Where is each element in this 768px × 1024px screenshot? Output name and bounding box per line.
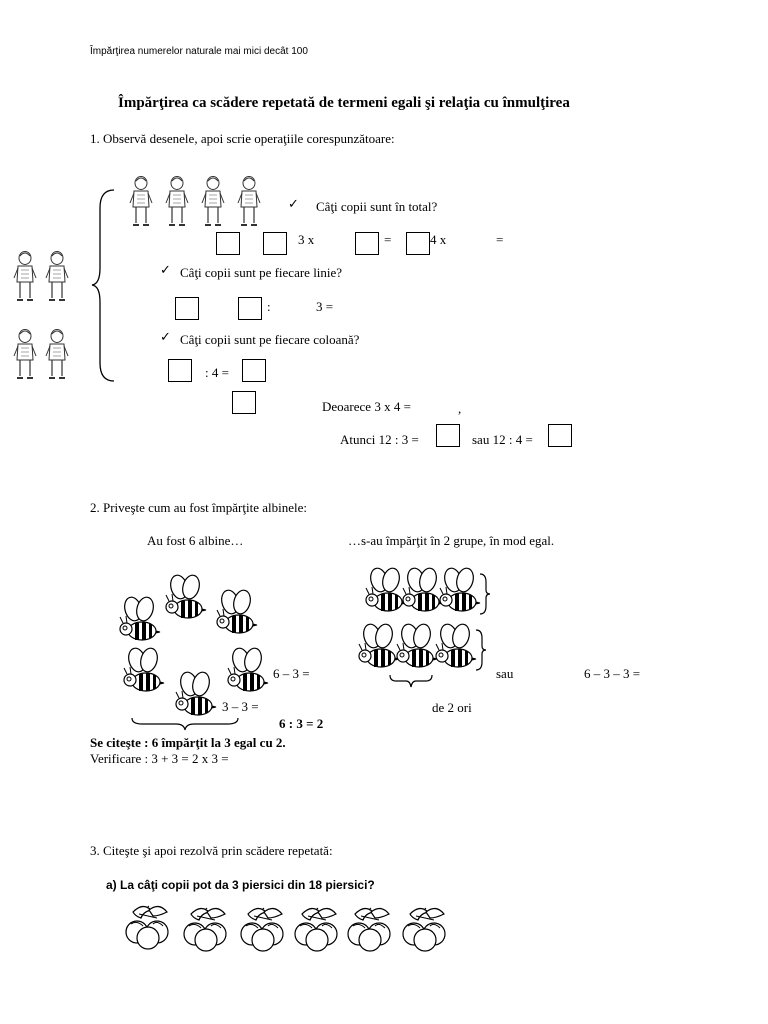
- check-mark: ✓: [288, 196, 299, 211]
- check-text: Verificare : 3 + 3 = 2 x 3 =: [90, 751, 229, 766]
- child-picture: [12, 250, 38, 306]
- child-picture: [236, 175, 262, 231]
- child-picture: [44, 328, 70, 384]
- bee-picture: [116, 597, 160, 643]
- underbrace: [130, 716, 240, 732]
- bee-picture: [224, 648, 268, 694]
- ex2-prompt: 2. Priveşte cum au fost împărţite albinele:: [90, 500, 307, 515]
- child-picture: [200, 175, 226, 231]
- ex1-prompt: 1. Observă desenele, apoi scrie operaţiile corespunzătoare:: [90, 131, 395, 146]
- running-header: Împărţirea numerelor naturale mai mici decât 100: [90, 46, 308, 57]
- curly-brace: [84, 188, 114, 383]
- question-row: Câţi copii sunt pe fiecare linie?: [180, 265, 343, 280]
- question-total: Câţi copii sunt în total?: [316, 199, 438, 214]
- answer-box[interactable]: [238, 297, 262, 320]
- subtraction-text: 6 – 3 – 3 =: [584, 666, 641, 681]
- answer-box[interactable]: [355, 232, 379, 255]
- operation-text: 4 x: [430, 232, 447, 247]
- peach-picture: [238, 904, 288, 952]
- or-text: sau: [496, 666, 514, 681]
- bee-picture: [432, 624, 476, 670]
- group-brace: [474, 628, 488, 672]
- answer-box[interactable]: [175, 297, 199, 320]
- bee-picture: [393, 624, 437, 670]
- comma: ,: [458, 401, 462, 416]
- left-caption: Au fost 6 albine…: [147, 533, 244, 548]
- bee-picture: [172, 672, 216, 718]
- child-picture: [164, 175, 190, 231]
- because-text: Deoarece 3 x 4 =: [322, 399, 411, 414]
- answer-box[interactable]: [406, 232, 430, 255]
- then-text: Atunci 12 : 3 =: [340, 432, 419, 447]
- operation-text: =: [384, 232, 392, 247]
- right-caption: …s-au împărţit în 2 grupe, în mod egal.: [348, 533, 555, 548]
- operation-text: 3 x: [298, 232, 315, 247]
- answer-box[interactable]: [216, 232, 240, 255]
- peach-picture: [123, 902, 173, 950]
- bee-picture: [213, 590, 257, 636]
- peach-picture: [345, 904, 395, 952]
- peach-picture: [181, 904, 231, 952]
- child-picture: [128, 175, 154, 231]
- group-brace: [478, 572, 492, 616]
- operation-text: : 4 =: [205, 365, 229, 380]
- answer-box[interactable]: [242, 359, 266, 382]
- check-mark: ✓: [160, 262, 171, 277]
- reading-text: Se citeşte : 6 împărţit la 3 egal cu 2.: [90, 735, 286, 750]
- question-column: Câţi copii sunt pe fiecare coloană?: [180, 332, 360, 347]
- answer-box[interactable]: [168, 359, 192, 382]
- task-a: a) La câţi copii pot da 3 piersici din 18 piersici?: [106, 878, 375, 892]
- bee-picture: [436, 568, 480, 614]
- child-picture: [12, 328, 38, 384]
- underbrace: [388, 673, 434, 689]
- peach-picture: [292, 904, 342, 952]
- answer-box[interactable]: [232, 391, 256, 414]
- subtraction-text: 6 – 3 =: [273, 666, 310, 681]
- subtraction-text: 3 – 3 =: [222, 699, 259, 714]
- operation-text: 3 =: [316, 299, 334, 314]
- bee-picture: [162, 575, 206, 621]
- operation-text: :: [267, 299, 271, 314]
- times-text: de 2 ori: [432, 700, 472, 715]
- child-picture: [44, 250, 70, 306]
- check-mark: ✓: [160, 329, 171, 344]
- ex3-prompt: 3. Citeşte şi apoi rezolvă prin scădere repetată:: [90, 843, 333, 858]
- answer-box[interactable]: [436, 424, 460, 447]
- bee-picture: [120, 648, 164, 694]
- answer-box[interactable]: [548, 424, 572, 447]
- or-text: sau 12 : 4 =: [472, 432, 533, 447]
- peach-picture: [400, 904, 450, 952]
- answer-box[interactable]: [263, 232, 287, 255]
- operation-text: =: [496, 232, 504, 247]
- division-result: 6 : 3 = 2: [279, 716, 324, 731]
- page-title: Împărţirea ca scădere repetată de termeni egali şi relaţia cu înmulţirea: [118, 95, 570, 111]
